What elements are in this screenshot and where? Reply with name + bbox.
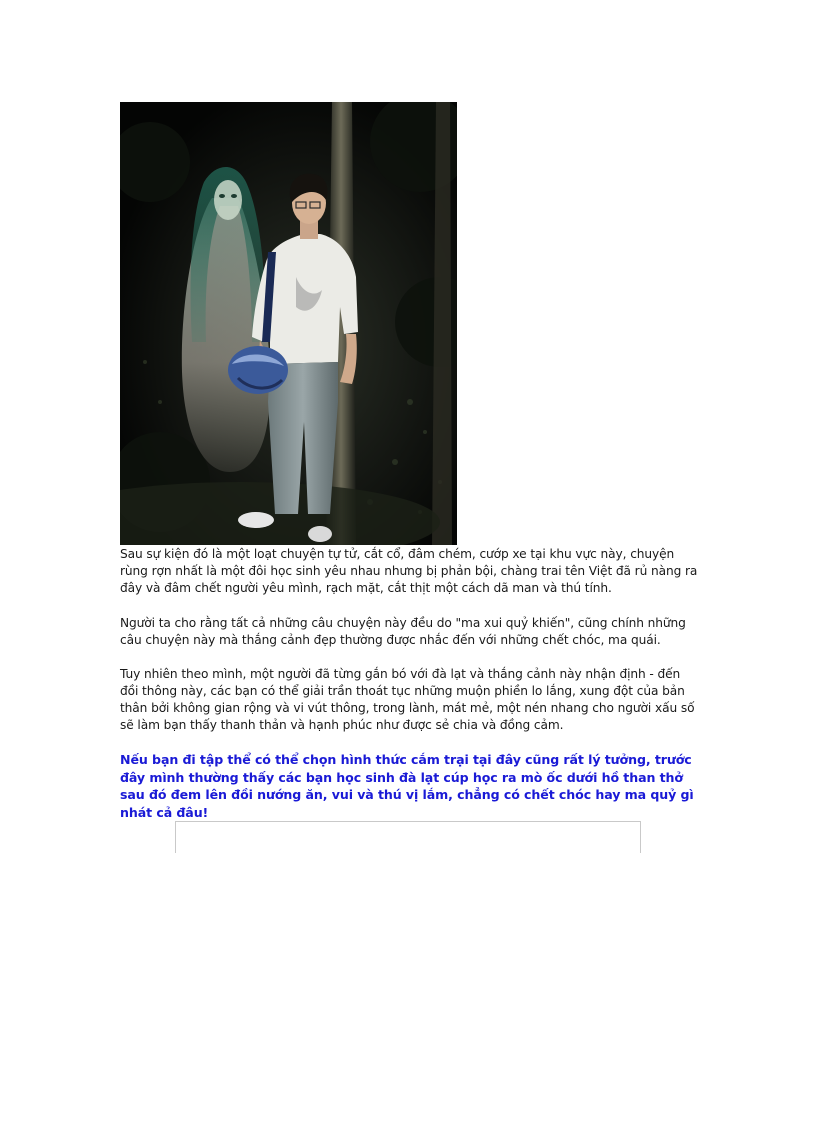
paragraph-4-highlight: Nếu bạn đi tập thể có thể chọn hình thức cắm trại tại đây cũng rất lý tưởng, trước đây mình thường thấy các bạn học sinh đà lạt cúp học ra mò ốc dưới hồ than thở sau đó đem lên đồi nướng ăn, vui và thú vị lắm, chẳng có chết chóc hay ma quỷ gì nhát cả đâu! [120,752,694,820]
ghost-photo [120,102,457,545]
embedded-frame [175,821,641,853]
paragraph-1: Sau sự kiện đó là một loạt chuyện tự tử, cắt cổ, đâm chém, cướp xe tại khu vực này, chuyện rùng rợn nhất là một đôi học sinh yêu nhau nhưng bị phản bội, chàng trai tên Việt đã rủ nàng ra đây và đâm chết người yêu mình, rạch mặt, cắt thịt một cách dã man và thú tính. [120,547,698,595]
paragraph-2: Người ta cho rằng tất cả những câu chuyện này đều do "ma xui quỷ khiến", cũng chính những câu chuyện này mà thắng cảnh đẹp thường được nhắc đến với những chết chóc, ma quái. [120,616,686,647]
ghost-photo-illustration [120,102,457,545]
paragraph-3: Tuy nhiên theo mình, một người đã từng gắn bó với đà lạt và thắng cảnh này nhận định - đến đồi thông này, các bạn có thể giải trần thoát tục những muộn phiền lo lắng, xung đột của bản thân bởi không gian rộng và vi vút thông, trong lành, mát mẻ, một nén nhang cho người xấu số sẽ làm bạn thấy thanh thản và hạnh phúc như được sẻ chia và đồng cảm. [120,667,695,732]
